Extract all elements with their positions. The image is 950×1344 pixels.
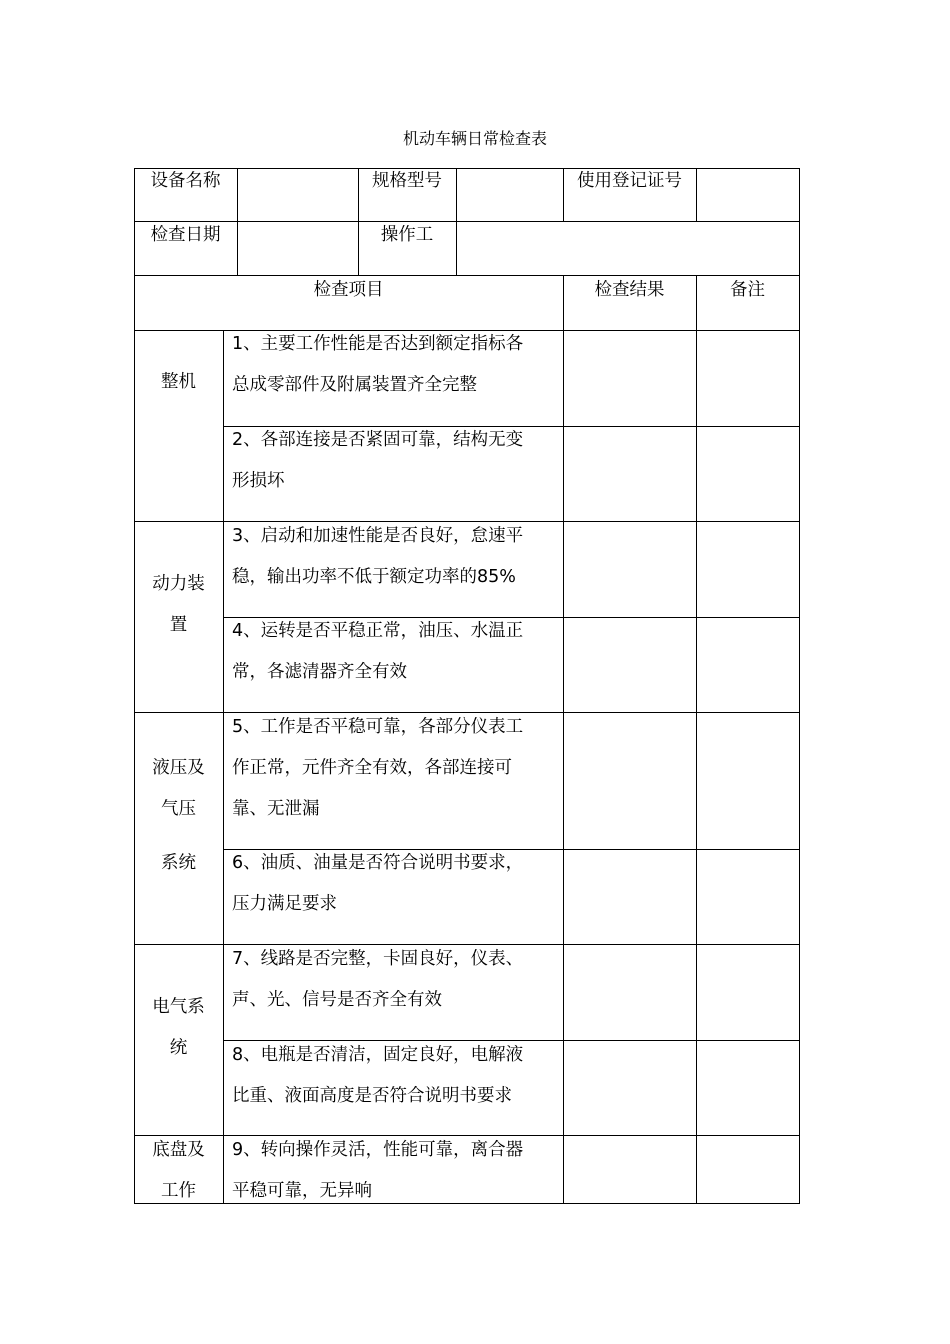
check-item-text: 声、光、信号是否齐全有效	[232, 990, 442, 1010]
grid-line	[223, 330, 224, 1204]
column-header-remark: 备注	[730, 280, 765, 300]
check-item-text: 平稳可靠，无异响	[232, 1181, 372, 1201]
category-label: 整机	[161, 372, 196, 392]
category-label: 工作	[161, 1181, 196, 1201]
spec-model-label: 规格型号	[372, 171, 442, 191]
category-label: 置	[169, 615, 188, 635]
inspection-date-label: 检查日期	[150, 225, 221, 245]
grid-line	[134, 521, 800, 522]
operator-label: 操作工	[380, 225, 434, 245]
category-label: 系统	[161, 853, 196, 873]
grid-line	[134, 330, 800, 331]
equipment-name-label: 设备名称	[150, 171, 221, 191]
category-label: 液压及	[152, 758, 205, 778]
category-label: 电气系	[152, 997, 205, 1017]
registration-number-label: 使用登记证号	[577, 171, 682, 191]
check-item-text: 形损坏	[232, 471, 285, 491]
check-item-text: 9、转向操作灵活，性能可靠，离合器	[232, 1140, 524, 1160]
grid-line	[223, 849, 800, 850]
grid-line	[223, 1040, 800, 1041]
check-item-text: 2、各部连接是否紧固可靠，结构无变	[232, 430, 524, 450]
grid-line	[237, 168, 238, 276]
grid-line	[696, 168, 697, 222]
grid-line	[134, 168, 800, 169]
check-item-text: 7、线路是否完整，卡固良好，仪表、	[232, 949, 524, 969]
check-item-text: 压力满足要求	[232, 894, 337, 914]
check-item-text: 8、电瓶是否清洁，固定良好，电解液	[232, 1045, 524, 1065]
check-item-text: 常，各滤清器齐全有效	[232, 662, 407, 682]
check-item-text: 5、工作是否平稳可靠，各部分仪表工	[232, 717, 524, 737]
grid-line	[134, 712, 800, 713]
check-item-text: 总成零部件及附属装置齐全完整	[232, 375, 477, 395]
category-label: 动力装	[152, 574, 205, 594]
check-item-text: 4、运转是否平稳正常，油压、水温正	[232, 621, 524, 641]
grid-line	[134, 1203, 800, 1204]
column-header-result: 检查结果	[594, 280, 665, 300]
check-item-text: 稳，输出功率不低于额定功率的85%	[232, 567, 516, 587]
grid-line	[799, 168, 800, 1204]
category-label: 底盘及	[152, 1140, 205, 1160]
grid-line	[456, 168, 457, 276]
check-item-text: 靠、无泄漏	[232, 799, 320, 819]
grid-line	[696, 275, 697, 1204]
category-label: 统	[169, 1038, 188, 1058]
document-title: 机动车辆日常检查表	[402, 129, 547, 148]
grid-line	[134, 275, 800, 276]
check-item-text: 比重、液面高度是否符合说明书要求	[232, 1086, 512, 1106]
category-label: 气压	[161, 799, 196, 819]
grid-line	[134, 944, 800, 945]
grid-line	[134, 221, 800, 222]
check-item-text: 6、油质、油量是否符合说明书要求，	[232, 853, 524, 873]
check-item-text: 作正常，元件齐全有效，各部连接可	[232, 758, 512, 778]
column-header-item: 检查项目	[313, 280, 384, 300]
grid-line	[563, 275, 564, 1204]
check-item-text: 3、启动和加速性能是否良好，怠速平	[232, 526, 524, 546]
check-item-text: 1、主要工作性能是否达到额定指标各	[232, 334, 524, 354]
grid-line	[223, 426, 800, 427]
grid-line	[134, 1135, 800, 1136]
grid-line	[223, 617, 800, 618]
